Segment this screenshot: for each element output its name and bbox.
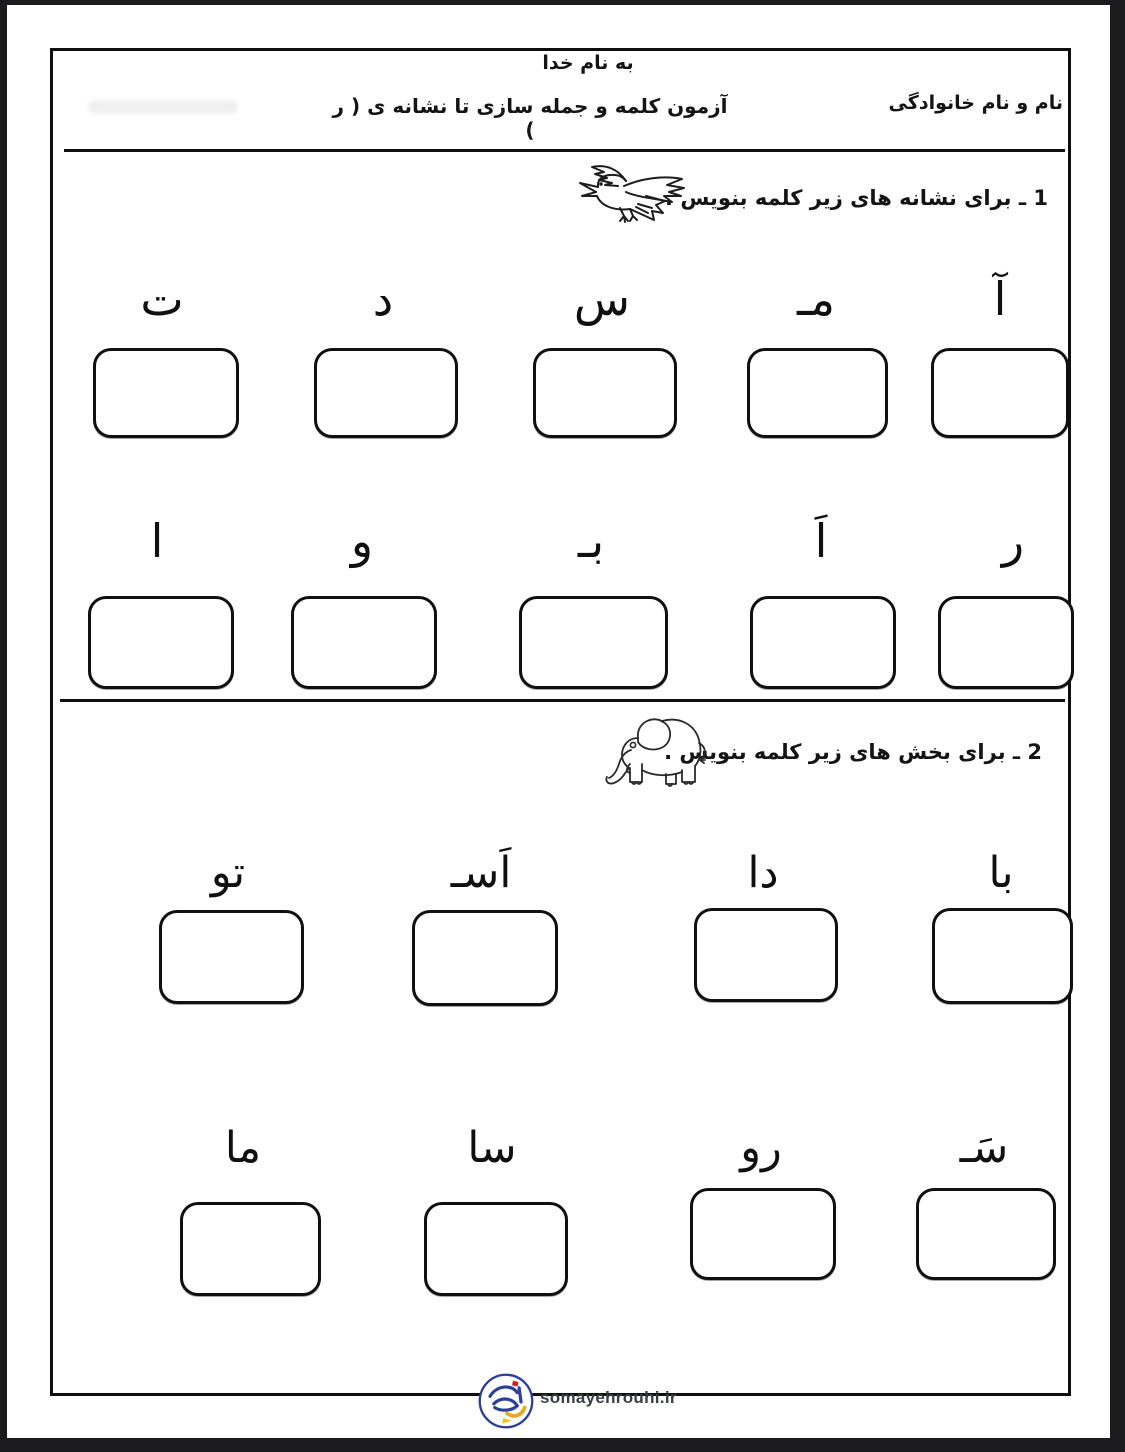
- answer-box[interactable]: [750, 596, 896, 689]
- letter-glyph: بـ: [577, 514, 605, 568]
- bird-icon: [568, 163, 726, 229]
- letter-glyph: د: [372, 272, 394, 326]
- website-url: somayehrouhi.ir: [540, 1388, 677, 1407]
- bismillah-text: به نام خدا: [542, 52, 634, 74]
- syllable-glyph: سَـ: [959, 1123, 1009, 1173]
- answer-box[interactable]: [747, 348, 888, 438]
- site-logo-icon: [476, 1371, 536, 1431]
- answer-box[interactable]: [519, 596, 668, 689]
- syllable-glyph: تو: [210, 848, 246, 898]
- worksheet-title: آزمون کلمه و جمله سازی تا نشانه ی ( ر ): [332, 94, 728, 142]
- section2-instruction: 2 ـ برای بخش های زیر کلمه بنویس .: [664, 740, 1042, 764]
- syllable-glyph: دا: [747, 848, 779, 898]
- answer-box[interactable]: [690, 1188, 836, 1280]
- syllable-glyph: ما: [224, 1123, 262, 1173]
- answer-box[interactable]: [180, 1202, 321, 1296]
- section1-instruction: 1 ـ برای نشانه های زیر کلمه بنویس .: [665, 186, 1048, 210]
- answer-box[interactable]: [159, 910, 304, 1004]
- answer-box[interactable]: [931, 348, 1069, 438]
- syllable-glyph: با: [988, 848, 1014, 898]
- letter-glyph: ا: [150, 514, 164, 568]
- syllable-glyph: سا: [467, 1123, 517, 1173]
- letter-glyph: آ: [993, 272, 1007, 326]
- letter-glyph: ت: [140, 272, 184, 326]
- answer-box[interactable]: [88, 596, 234, 689]
- letter-glyph: ر: [1001, 514, 1025, 568]
- syllable-glyph: اَسـ: [450, 848, 512, 898]
- letter-glyph: مـ: [796, 272, 836, 326]
- answer-box[interactable]: [412, 910, 558, 1006]
- answer-box[interactable]: [314, 348, 458, 438]
- answer-box[interactable]: [291, 596, 437, 689]
- answer-box[interactable]: [938, 596, 1074, 689]
- section-divider-line: [60, 699, 1065, 702]
- syllable-glyph: رو: [740, 1123, 782, 1173]
- answer-box[interactable]: [932, 908, 1073, 1004]
- letter-glyph: اَ: [814, 514, 828, 568]
- student-name-label: نام و نام خانوادگی: [888, 92, 1063, 114]
- bird-eye: [599, 182, 603, 186]
- elephant-icon: [600, 712, 722, 800]
- letter-glyph: و: [350, 514, 374, 568]
- elephant-eye: [630, 742, 635, 747]
- answer-box[interactable]: [424, 1202, 568, 1296]
- answer-box[interactable]: [916, 1188, 1056, 1280]
- letter-glyph: س: [573, 272, 631, 326]
- page-border-frame: [50, 48, 1071, 1396]
- answer-box[interactable]: [93, 348, 239, 438]
- answer-box[interactable]: [533, 348, 677, 438]
- header-divider-line: [64, 149, 1065, 152]
- answer-box[interactable]: [694, 908, 838, 1002]
- faint-watermark: [88, 100, 238, 114]
